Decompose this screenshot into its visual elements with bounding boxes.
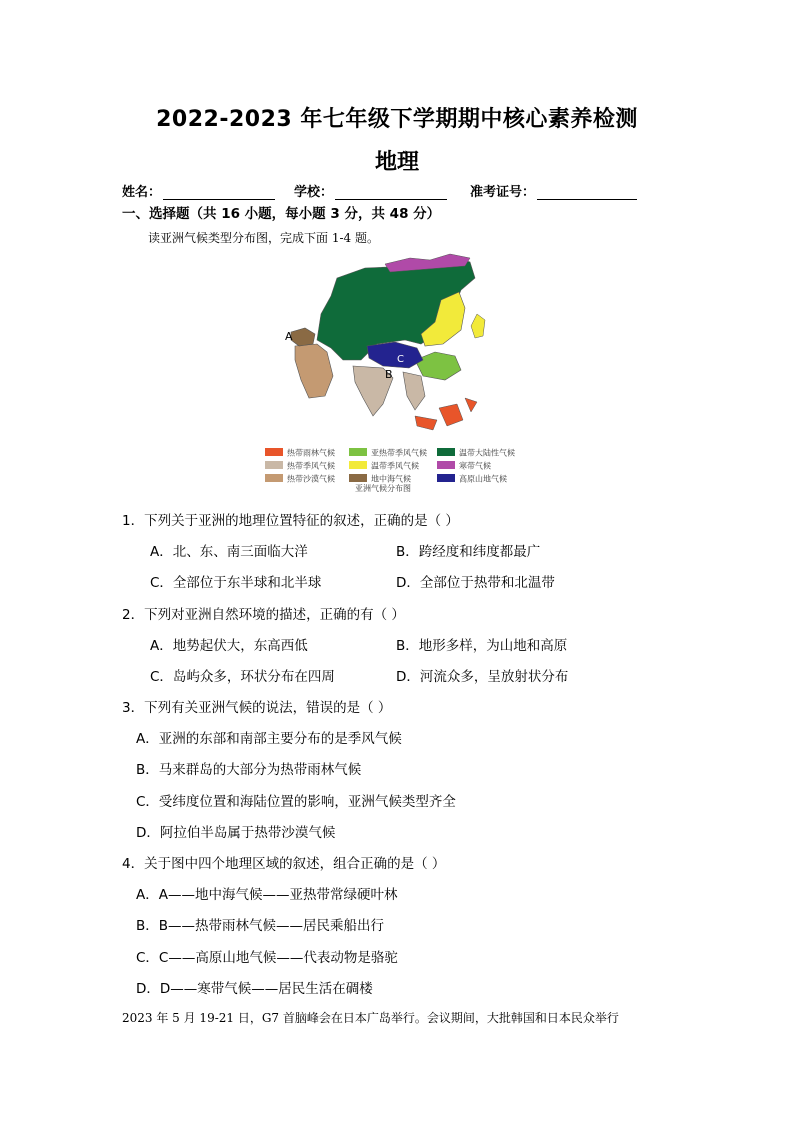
- question-3-option-D[interactable]: D．阿拉伯半岛属于热带沙漠气候: [136, 825, 336, 841]
- question-2-option-D[interactable]: D．河流众多，呈放射状分布: [396, 669, 569, 685]
- map-label-c: C: [397, 354, 404, 365]
- question-2-option-C[interactable]: C．岛屿众多，环状分布在四周: [150, 669, 335, 685]
- legend-label: 寒带气候: [459, 461, 491, 471]
- legend-label: 亚热带季风气候: [371, 448, 427, 458]
- school-blank[interactable]: [335, 184, 447, 200]
- question-1-stem: 1．下列关于亚洲的地理位置特征的叙述，正确的是（ ）: [122, 513, 459, 529]
- section-heading: 一、选择题（共 16 小题，每小题 3 分，共 48 分）: [122, 206, 441, 222]
- exam-id-blank[interactable]: [537, 184, 637, 200]
- legend-label: 温带季风气候: [371, 461, 419, 471]
- exam-id-field[interactable]: [470, 181, 637, 200]
- legend-swatch: [349, 461, 367, 469]
- question-4-option-D[interactable]: D．D——寒带气候——居民生活在碉楼: [136, 981, 373, 997]
- legend-label: 热带雨林气候: [287, 448, 335, 458]
- exam-title: 2022-2023 年七年级下学期期中核心素养检测: [156, 107, 638, 132]
- name-blank[interactable]: [163, 184, 275, 200]
- question-2-option-A[interactable]: A．地势起伏大，东高西低: [150, 638, 308, 654]
- map-region-rainforest-1: [415, 416, 437, 430]
- legend-label: 热带季风气候: [287, 461, 335, 471]
- legend-swatch: [265, 474, 283, 482]
- legend-label: 高原山地气候: [459, 474, 507, 484]
- map-caption: 亚洲气候分布图: [355, 484, 411, 493]
- question-1-option-C[interactable]: C．全部位于东半球和北半球: [150, 575, 322, 591]
- question-3-option-A[interactable]: A．亚洲的东部和南部主要分布的是季风气候: [136, 731, 402, 747]
- map-region-subtropical-monsoon: [415, 352, 461, 380]
- student-info-row: [122, 181, 662, 201]
- question-3-stem: 3．下列有关亚洲气候的说法，错误的是（ ）: [122, 700, 392, 716]
- question-2-option-B[interactable]: B．地形多样，为山地和高原: [396, 638, 568, 654]
- legend-swatch: [437, 448, 455, 456]
- legend-label: 地中海气候: [371, 474, 411, 484]
- map-legend: [265, 448, 515, 484]
- map-region-indochina: [403, 372, 425, 410]
- question-4-stem: 4．关于图中四个地理区域的叙述，组合正确的是（ ）: [122, 856, 446, 872]
- map-region-mediterranean: [291, 328, 315, 346]
- legend-swatch: [349, 448, 367, 456]
- question-1-option-A[interactable]: A．北、东、南三面临大洋: [150, 544, 308, 560]
- question-1-option-B[interactable]: B．跨经度和纬度都最广: [396, 544, 541, 560]
- asia-climate-map: [265, 248, 530, 493]
- question-2-stem: 2．下列对亚洲自然环境的描述，正确的有（ ）: [122, 607, 405, 623]
- map-label-b: B: [385, 368, 393, 381]
- school-field[interactable]: [294, 181, 447, 200]
- question-3-option-B[interactable]: B．马来群岛的大部分为热带雨林气候: [136, 762, 362, 778]
- section-intro: 读亚洲气候类型分布图，完成下面 1-4 题。: [148, 231, 379, 245]
- name-label: 姓名：: [122, 185, 162, 200]
- question-4-option-B[interactable]: B．B——热带雨林气候——居民乘船出行: [136, 918, 385, 934]
- legend-swatch: [437, 474, 455, 482]
- question-3-option-C[interactable]: C．受纬度位置和海陆位置的影响，亚洲气候类型齐全: [136, 794, 456, 810]
- legend-label: 热带沙漠气候: [287, 474, 335, 484]
- map-label-a: A: [285, 330, 293, 343]
- legend-swatch: [265, 461, 283, 469]
- legend-swatch: [265, 448, 283, 456]
- legend-label: 温带大陆性气候: [459, 448, 515, 458]
- question-4-option-A[interactable]: A．A——地中海气候——亚热带常绿硬叶林: [136, 887, 398, 903]
- map-region-rainforest-3: [465, 398, 477, 412]
- legend-swatch: [437, 461, 455, 469]
- map-region-rainforest-2: [439, 404, 463, 426]
- name-field[interactable]: [122, 181, 275, 200]
- map-region-arabia: [295, 344, 333, 398]
- question-4-option-C[interactable]: C．C——高原山地气候——代表动物是骆驼: [136, 950, 398, 966]
- map-region-plateau: [367, 342, 423, 368]
- footer-text: 2023 年 5 月 19-21 日，G7 首脑峰会在日本广岛举行。会议期间，大批韩国和日本民众举行: [122, 1011, 619, 1025]
- legend-swatch: [349, 474, 367, 482]
- school-label: 学校：: [294, 185, 334, 200]
- exam-id-label: 准考证号：: [470, 185, 536, 200]
- subject-title: 地理: [374, 150, 419, 175]
- map-region-japan: [471, 314, 485, 338]
- question-1-option-D[interactable]: D．全部位于热带和北温带: [396, 575, 555, 591]
